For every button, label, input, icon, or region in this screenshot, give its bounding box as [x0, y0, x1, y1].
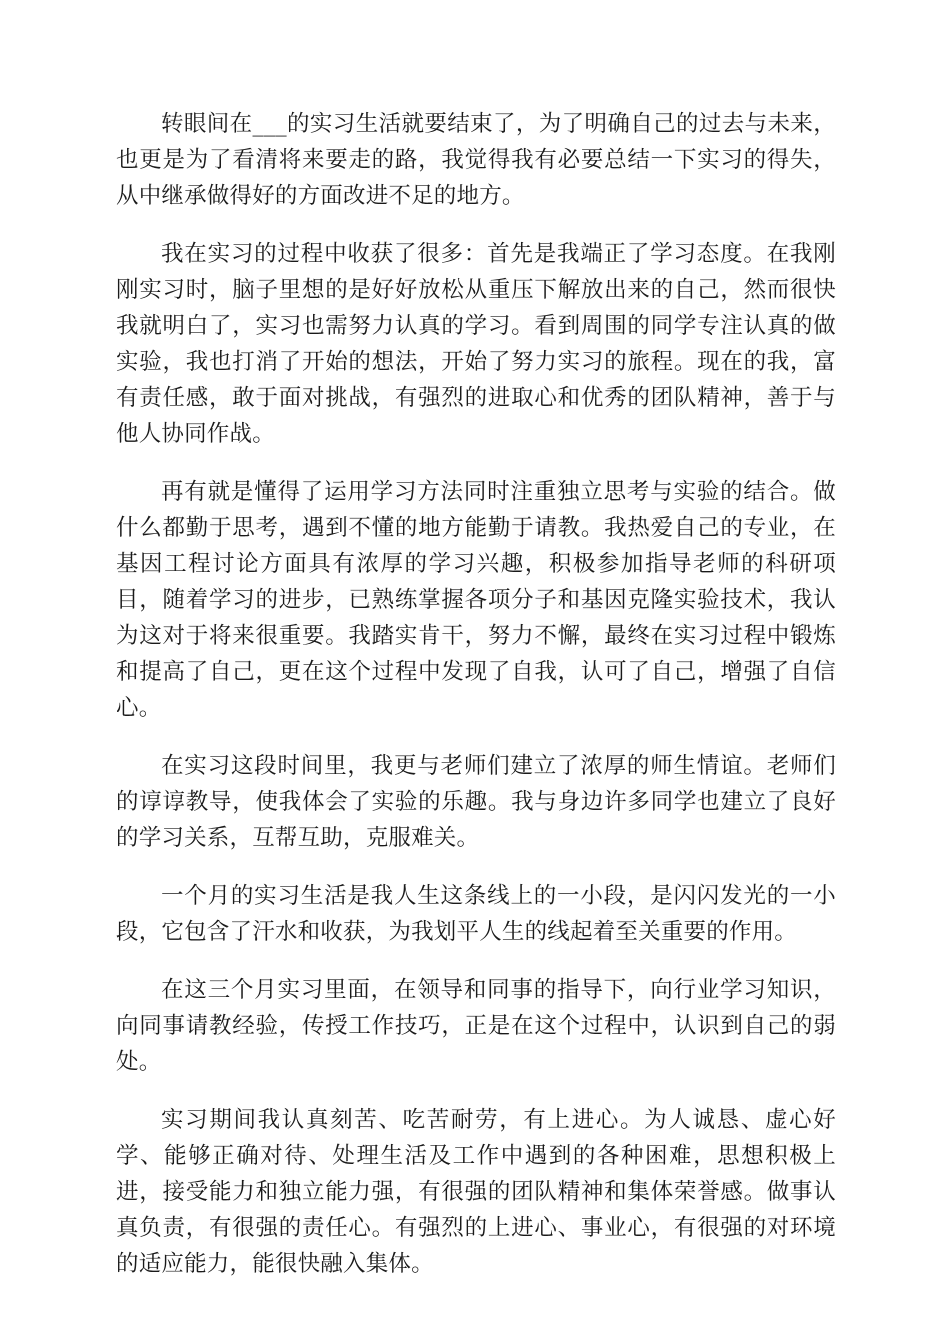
paragraph: 在实习这段时间里，我更与老师们建立了浓厚的师生情谊。老师们的谆谆教导，使我体会了实验的乐趣。我与身边许多同学也建立了良好的学习关系，互帮互助，克服难关。 [116, 753, 836, 851]
paragraph: 再有就是懂得了运用学习方法同时注重独立思考与实验的结合。做什么都勤于思考，遇到不懂的地方能勤于请教。我热爱自己的专业，在基因工程讨论方面具有浓厚的学习兴趣，积极参加指导老师的科研项目，随着学习的进步，已熟练掌握各项分子和基因克隆实验技术，我认为这对于将来很重要。我踏实肯干，努力不懈，最终在实习过程中锻炼和提高了自己，更在这个过程中发现了自我，认可了自己，增强了自信心。 [116, 479, 836, 721]
paragraph: 实习期间我认真刻苦、吃苦耐劳，有上进心。为人诚恳、虚心好学、能够正确对待、处理生活及工作中遇到的各种困难，思想积极上进，接受能力和独立能力强，有很强的团队精神和集体荣誉感。做事认真负责，有很强的责任心。有强烈的上进心、事业心，有很强的对环境的适应能力，能很快融入集体。 [116, 1107, 836, 1277]
paragraph: 一个月的实习生活是我人生这条线上的一小段，是闪闪发光的一小段，它包含了汗水和收获，为我划平人生的线起着至关重要的作用。 [116, 883, 836, 945]
paragraph: 我在实习的过程中收获了很多：首先是我端正了学习态度。在我刚刚实习时，脑子里想的是好好放松从重压下解放出来的自己，然而很快我就明白了，实习也需努力认真的学习。看到周围的同学专注认真的做实验，我也打消了开始的想法，开始了努力实习的旅程。现在的我，富有责任感，敢于面对挑战，有强烈的进取心和优秀的团队精神，善于与他人协同作战。 [116, 241, 836, 447]
document-body [116, 106, 836, 1304]
paragraph: 在这三个月实习里面，在领导和同事的指导下，向行业学习知识，向同事请教经验，传授工作技巧，正是在这个过程中，认识到自己的弱处。 [116, 977, 836, 1075]
paragraph: 转眼间在___的实习生活就要结束了，为了明确自己的过去与未来，也更是为了看清将来要走的路，我觉得我有必要总结一下实习的得失，从中继承做得好的方面改进不足的地方。 [116, 111, 836, 209]
